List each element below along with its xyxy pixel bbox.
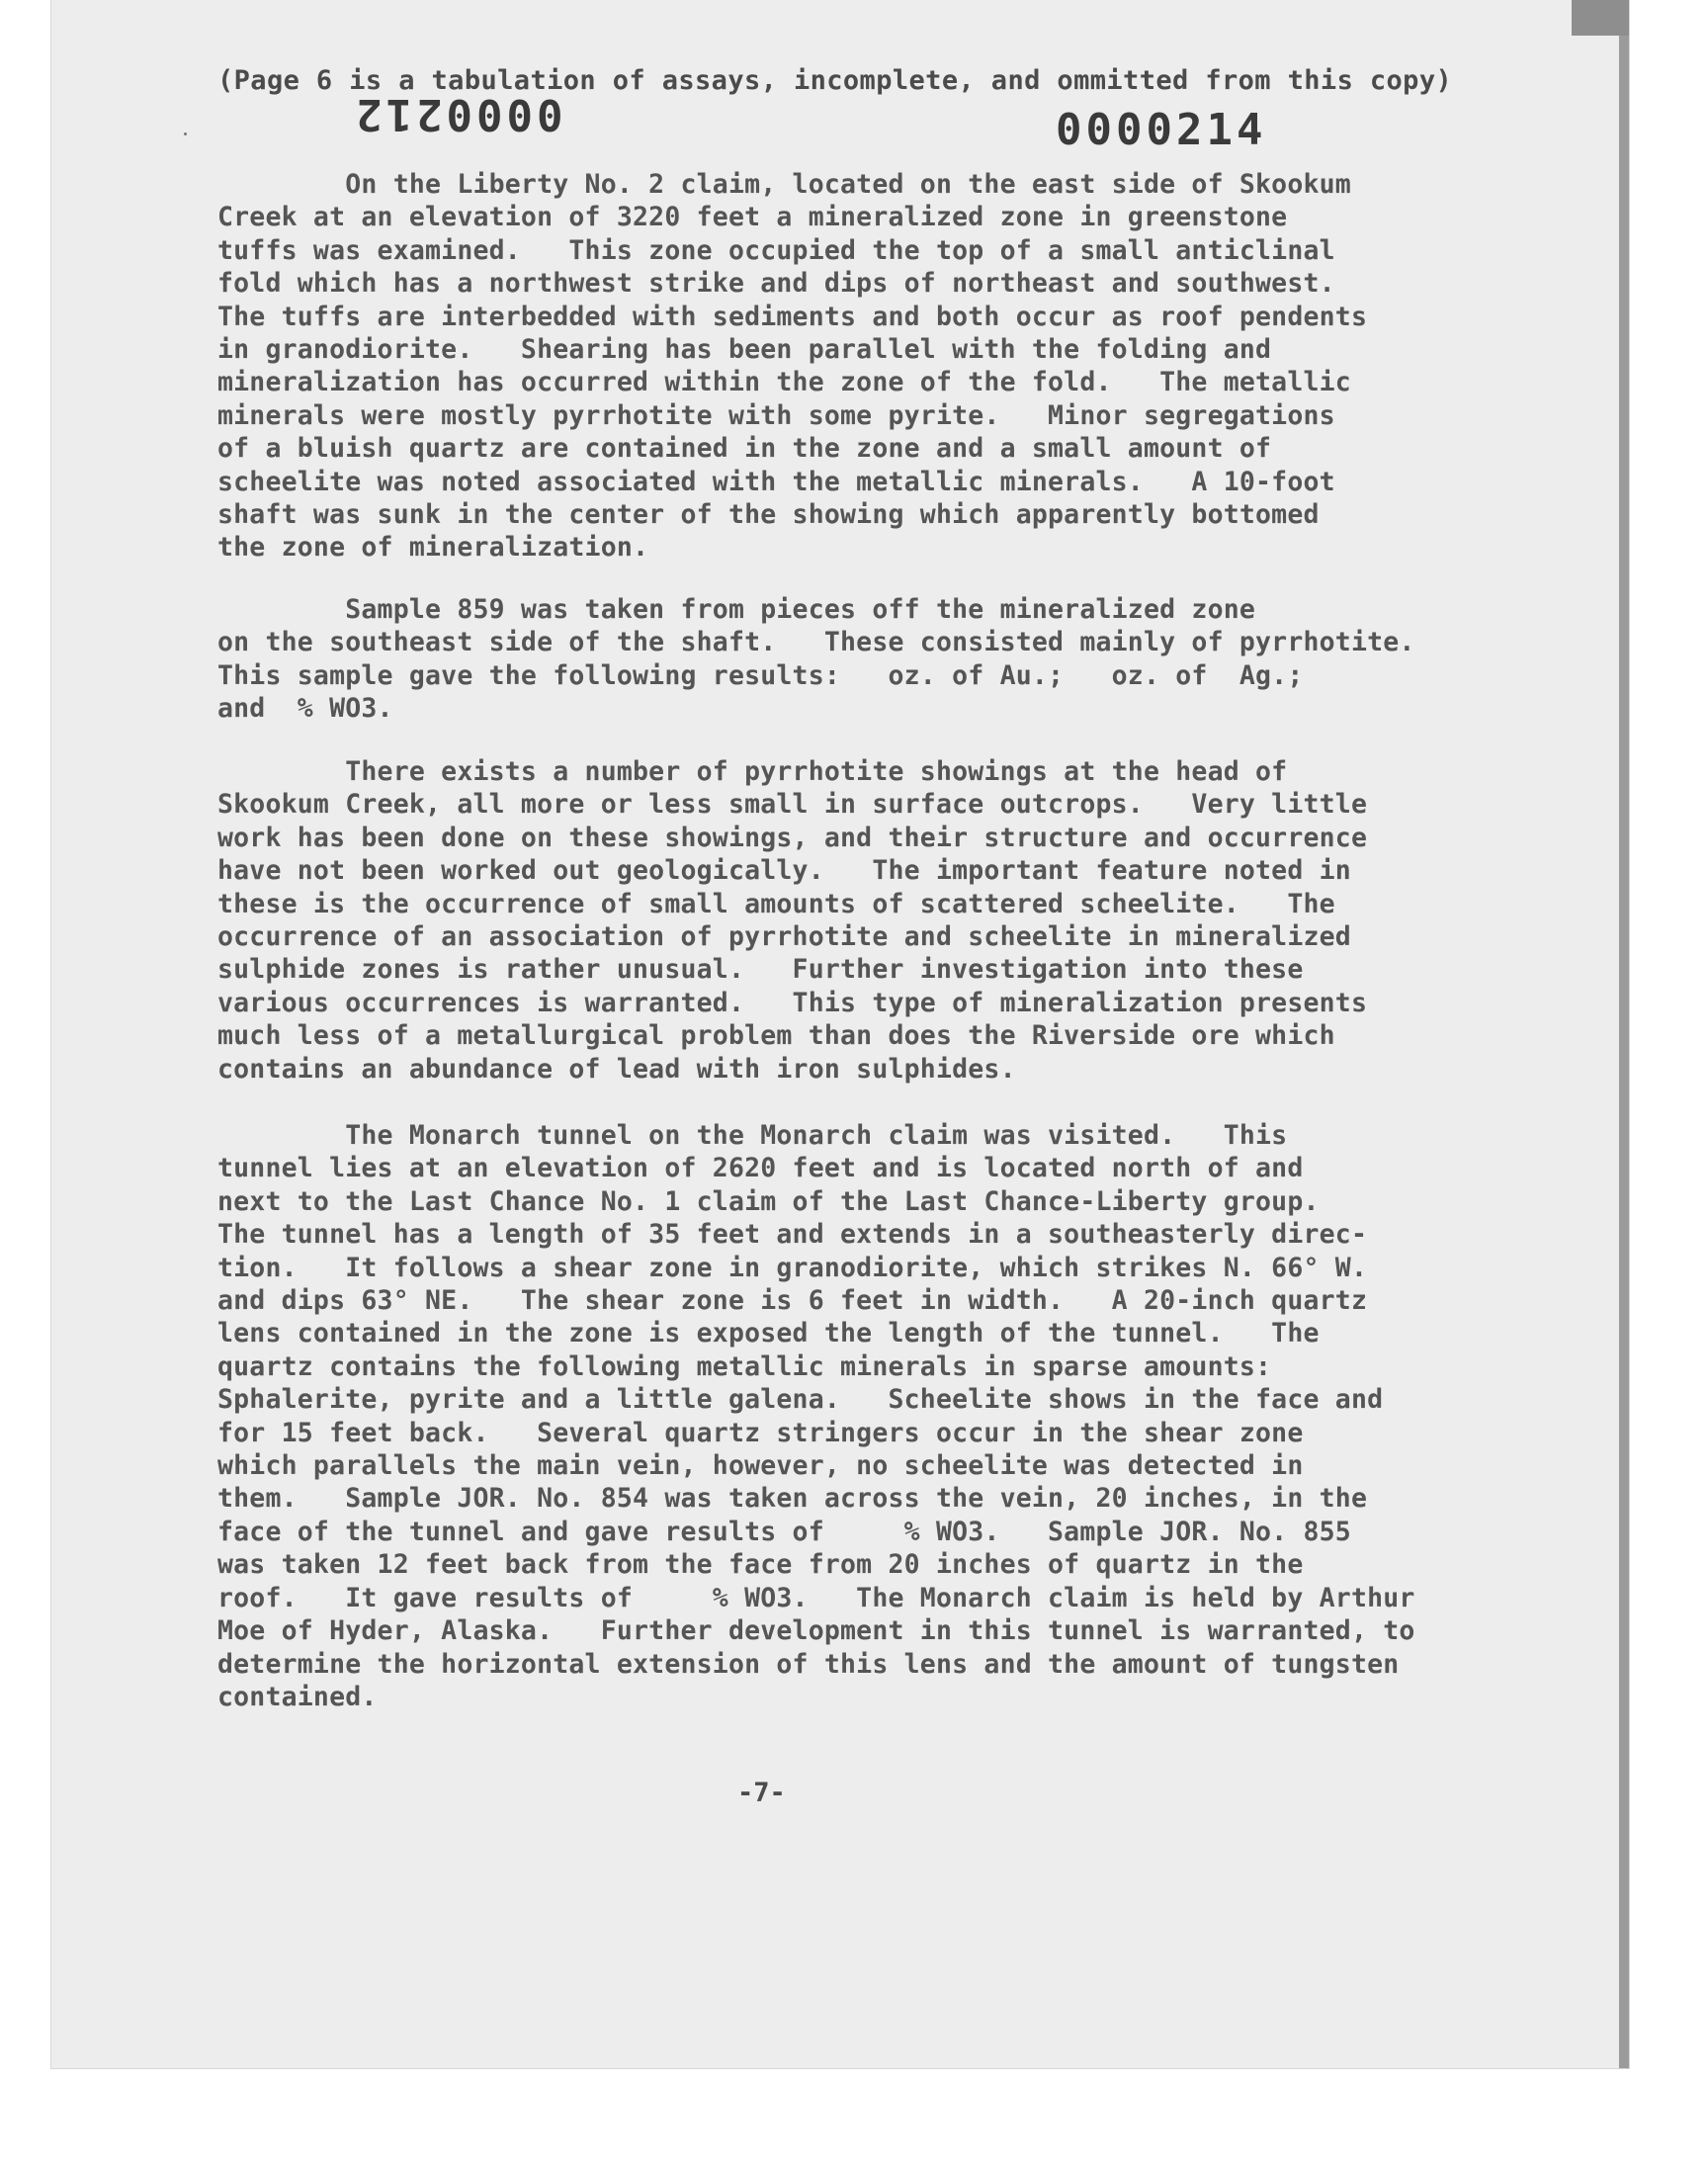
- scan-speck: [184, 132, 187, 135]
- text-line: Moe of Hyder, Alaska. Further development in this tunnel is warranted, to: [217, 1615, 1415, 1647]
- text-line: work has been done on these showings, and their structure and occurrence: [217, 822, 1368, 853]
- text-line: for 15 feet back. Several quartz stringers occur in the shear zone: [217, 1417, 1304, 1448]
- text-line: various occurrences is warranted. This type of mineralization presents: [217, 987, 1368, 1018]
- text-line: fold which has a northwest strike and dips of northeast and southwest.: [217, 268, 1335, 300]
- text-line: which parallels the main vein, however, no scheelite was detected in: [217, 1450, 1304, 1482]
- text-line: Skookum Creek, all more or less small in surface outcrops. Very little: [217, 789, 1368, 821]
- text-line: lens contained in the zone is exposed the length of the tunnel. The: [217, 1318, 1320, 1349]
- text-line: scheelite was noted associated with the metallic minerals. A 10-foot: [217, 466, 1335, 497]
- text-line: was taken 12 feet back from the face from 20 inches of quartz in the: [217, 1549, 1304, 1581]
- text-line: them. Sample JOR. No. 854 was taken across the vein, 20 inches, in the: [217, 1483, 1368, 1515]
- page-corner-shadow: [1572, 0, 1629, 36]
- text-line: determine the horizontal extension of this lens and the amount of tungsten: [217, 1648, 1400, 1680]
- text-line: sulphide zones is rather unusual. Further investigation into these: [217, 954, 1304, 986]
- text-line: tion. It follows a shear zone in granodiorite, which strikes N. 66° W.: [217, 1252, 1368, 1283]
- text-line: This sample gave the following results: oz. of Au.; oz. of Ag.;: [217, 659, 1304, 691]
- text-line: mineralization has occurred within the zone of the fold. The metallic: [217, 367, 1351, 398]
- text-line: There exists a number of pyrrhotite showings at the head of: [217, 756, 1288, 787]
- text-line: occurrence of an association of pyrrhotite and scheelite in mineralized: [217, 921, 1351, 953]
- text-line: contained.: [217, 1681, 378, 1712]
- text-line: Sphalerite, pyrite and a little galena. Scheelite shows in the face and: [217, 1384, 1384, 1416]
- text-line: have not been worked out geologically. The important feature noted in: [217, 855, 1351, 887]
- text-line: On the Liberty No. 2 claim, located on the east side of Skookum: [217, 169, 1351, 200]
- paragraph-liberty-claim: [217, 168, 1443, 565]
- page-edge-shadow: [1619, 0, 1629, 2068]
- text-line: shaft was sunk in the center of the showing which apparently bottomed: [217, 499, 1320, 531]
- text-line: and dips 63° NE. The shear zone is 6 feet in width. A 20-inch quartz: [217, 1285, 1368, 1317]
- text-line: roof. It gave results of % WO3. The Monarch claim is held by Arthur: [217, 1582, 1415, 1613]
- document-number-stamp-right: 0000214: [1056, 105, 1267, 155]
- text-line: tunnel lies at an elevation of 2620 feet and is located north of and: [217, 1153, 1304, 1184]
- text-line: these is the occurrence of small amounts of scattered scheelite. The: [217, 888, 1335, 919]
- text-line: on the southeast side of the shaft. These consisted mainly of pyrrhotite.: [217, 627, 1415, 658]
- text-line: The tunnel has a length of 35 feet and extends in a southeasterly direc-: [217, 1219, 1368, 1251]
- header-note: (Page 6 is a tabulation of assays, incomplete, and ommitted from this copy): [217, 65, 1453, 96]
- text-line: next to the Last Chance No. 1 claim of the Last Chance-Liberty group.: [217, 1185, 1320, 1217]
- text-line: minerals were mostly pyrrhotite with some pyrite. Minor segregations: [217, 399, 1335, 431]
- text-line: quartz contains the following metallic minerals in sparse amounts:: [217, 1350, 1272, 1382]
- page-number: -7-: [737, 1778, 786, 1808]
- document-number-stamp-left: 0000212: [352, 89, 563, 139]
- text-line: Sample 859 was taken from pieces off the mineralized zone: [217, 594, 1256, 625]
- paragraph-monarch-tunnel: [217, 1119, 1443, 1713]
- paragraph-pyrrhotite-showings: [217, 755, 1443, 1086]
- text-line: contains an abundance of lead with iron sulphides.: [217, 1053, 1016, 1085]
- text-line: much less of a metallurgical problem than does the Riverside ore which: [217, 1020, 1335, 1052]
- text-line: Creek at an elevation of 3220 feet a mineralized zone in greenstone: [217, 202, 1288, 233]
- text-line: the zone of mineralization.: [217, 532, 649, 564]
- text-line: The tuffs are interbedded with sediments and both occur as roof pendents: [217, 301, 1368, 332]
- text-line: The Monarch tunnel on the Monarch claim was visited. This: [217, 1120, 1288, 1151]
- paragraph-sample-859: [217, 593, 1443, 726]
- text-line: face of the tunnel and gave results of % WO3. Sample JOR. No. 855: [217, 1516, 1351, 1547]
- text-line: of a bluish quartz are contained in the zone and a small amount of: [217, 433, 1272, 465]
- text-line: tuffs was examined. This zone occupied the top of a small anticlinal: [217, 234, 1335, 266]
- text-line: in granodiorite. Shearing has been parallel with the folding and: [217, 334, 1272, 366]
- text-line: and % WO3.: [217, 693, 393, 725]
